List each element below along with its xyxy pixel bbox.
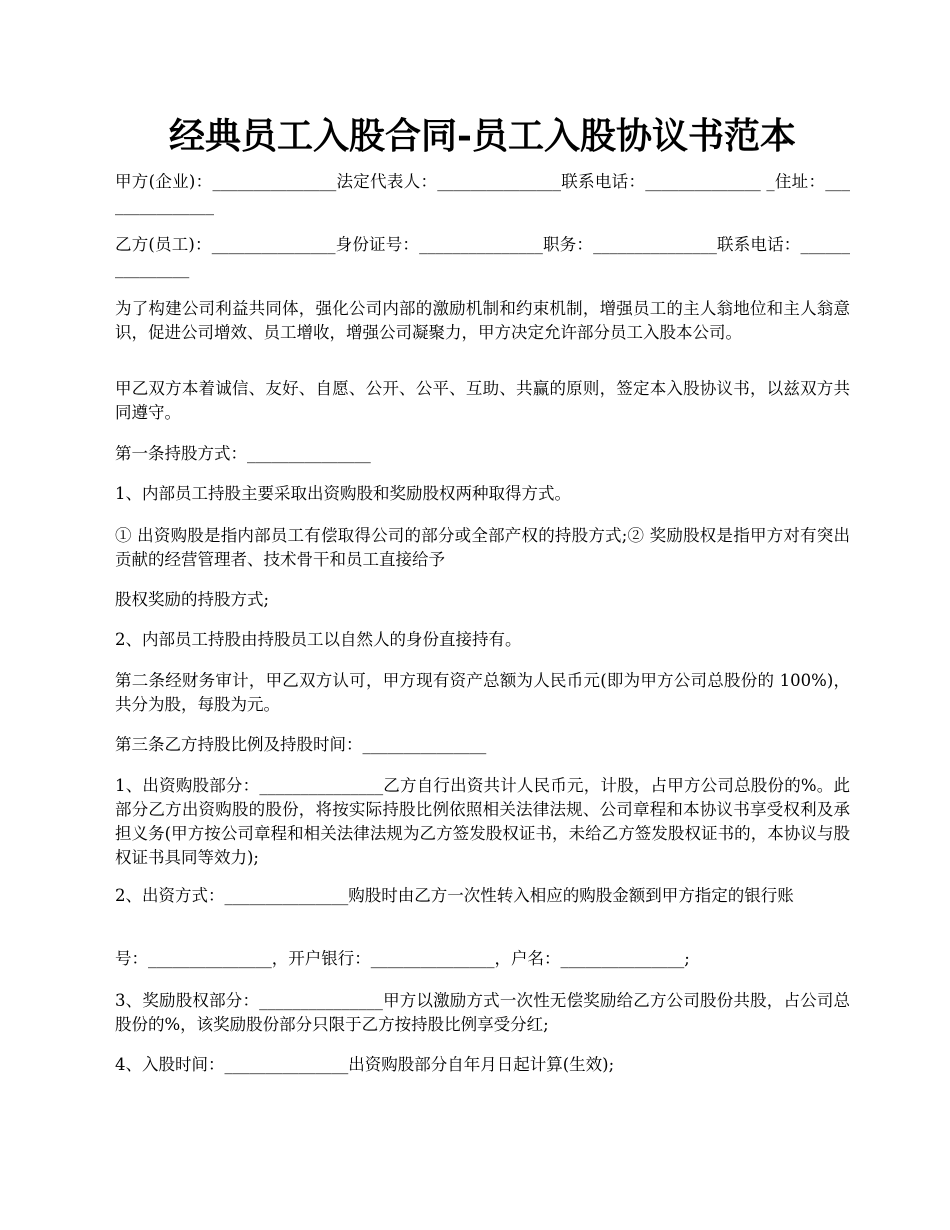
article-3-item-3: 3、奖励股权部分：_______________甲方以激励方式一次性无偿奖励给乙方公司股份共股，占公司总股份的%，该奖励股份部分只限于乙方按持股比例享受分红; [115, 991, 850, 1034]
article-3-item-1: 1、出资购股部分：_______________乙方自行出资共计人民币元，计股，占甲方公司总股份的%。此部分乙方出资购股的股份，将按实际持股比例依照相关法律法规、公司章程和本协议书享受权利及承担义务(甲方按公司章程和相关法律法规为乙方签发股权证书，未给乙方签发股权证书的，本协议与股权证书具同等效力); [115, 776, 850, 867]
article-1-definitions-cont: 股权奖励的持股方式; [115, 590, 270, 609]
document-title: 经典员工入股合同-员工入股协议书范本 [169, 115, 796, 157]
principle-paragraph: 甲乙双方本着诚信、友好、自愿、公开、公平、互助、共赢的原则，签定本入股协议书，以兹双方共同遵守。 [115, 379, 850, 422]
article-1-definitions: ① 出资购股是指内部员工有偿取得公司的部分或全部产权的持股方式;② 奖励股权是指甲方对有突出贡献的经营管理者、技术骨干和员工直接给予 [115, 526, 850, 569]
party-b-info: 乙方(员工)：_______________身份证号：_______________职务：_______________联系电话：_______________ [115, 235, 850, 278]
purpose-paragraph: 为了构建公司利益共同体，强化公司内部的激励机制和约束机制，增强员工的主人翁地位和主人翁意识，促进公司增效、员工增收，增强公司凝聚力，甲方决定允许部分员工入股本公司。 [115, 299, 850, 342]
article-1-item-1: 1、内部员工持股主要采取出资购股和奖励股权两种取得方式。 [115, 484, 571, 503]
party-a-info: 甲方(企业)：_______________法定代表人：_______________联系电话：______________ _住址：_______________ [115, 172, 850, 215]
article-1-item-2: 2、内部员工持股由持股员工以自然人的身份直接持有。 [115, 630, 522, 649]
article-3-item-2: 2、出资方式：_______________购股时由乙方一次性转入相应的购股金额到甲方指定的银行账 [115, 886, 794, 905]
article-3-heading: 第三条乙方持股比例及持股时间：_______________ [115, 735, 487, 754]
article-3-item-4: 4、入股时间：_______________出资购股部分自年月日起计算(生效); [115, 1055, 615, 1074]
article-3-item-2-cont: 号：_______________，开户银行：_______________，户名：_______________; [115, 949, 690, 968]
article-1-heading: 第一条持股方式：_______________ [115, 444, 371, 463]
article-2: 第二条经财务审计，甲乙双方认可，甲方现有资产总额为人民币元(即为甲方公司总股份的 100%)，共分为股，每股为元。 [115, 671, 850, 714]
